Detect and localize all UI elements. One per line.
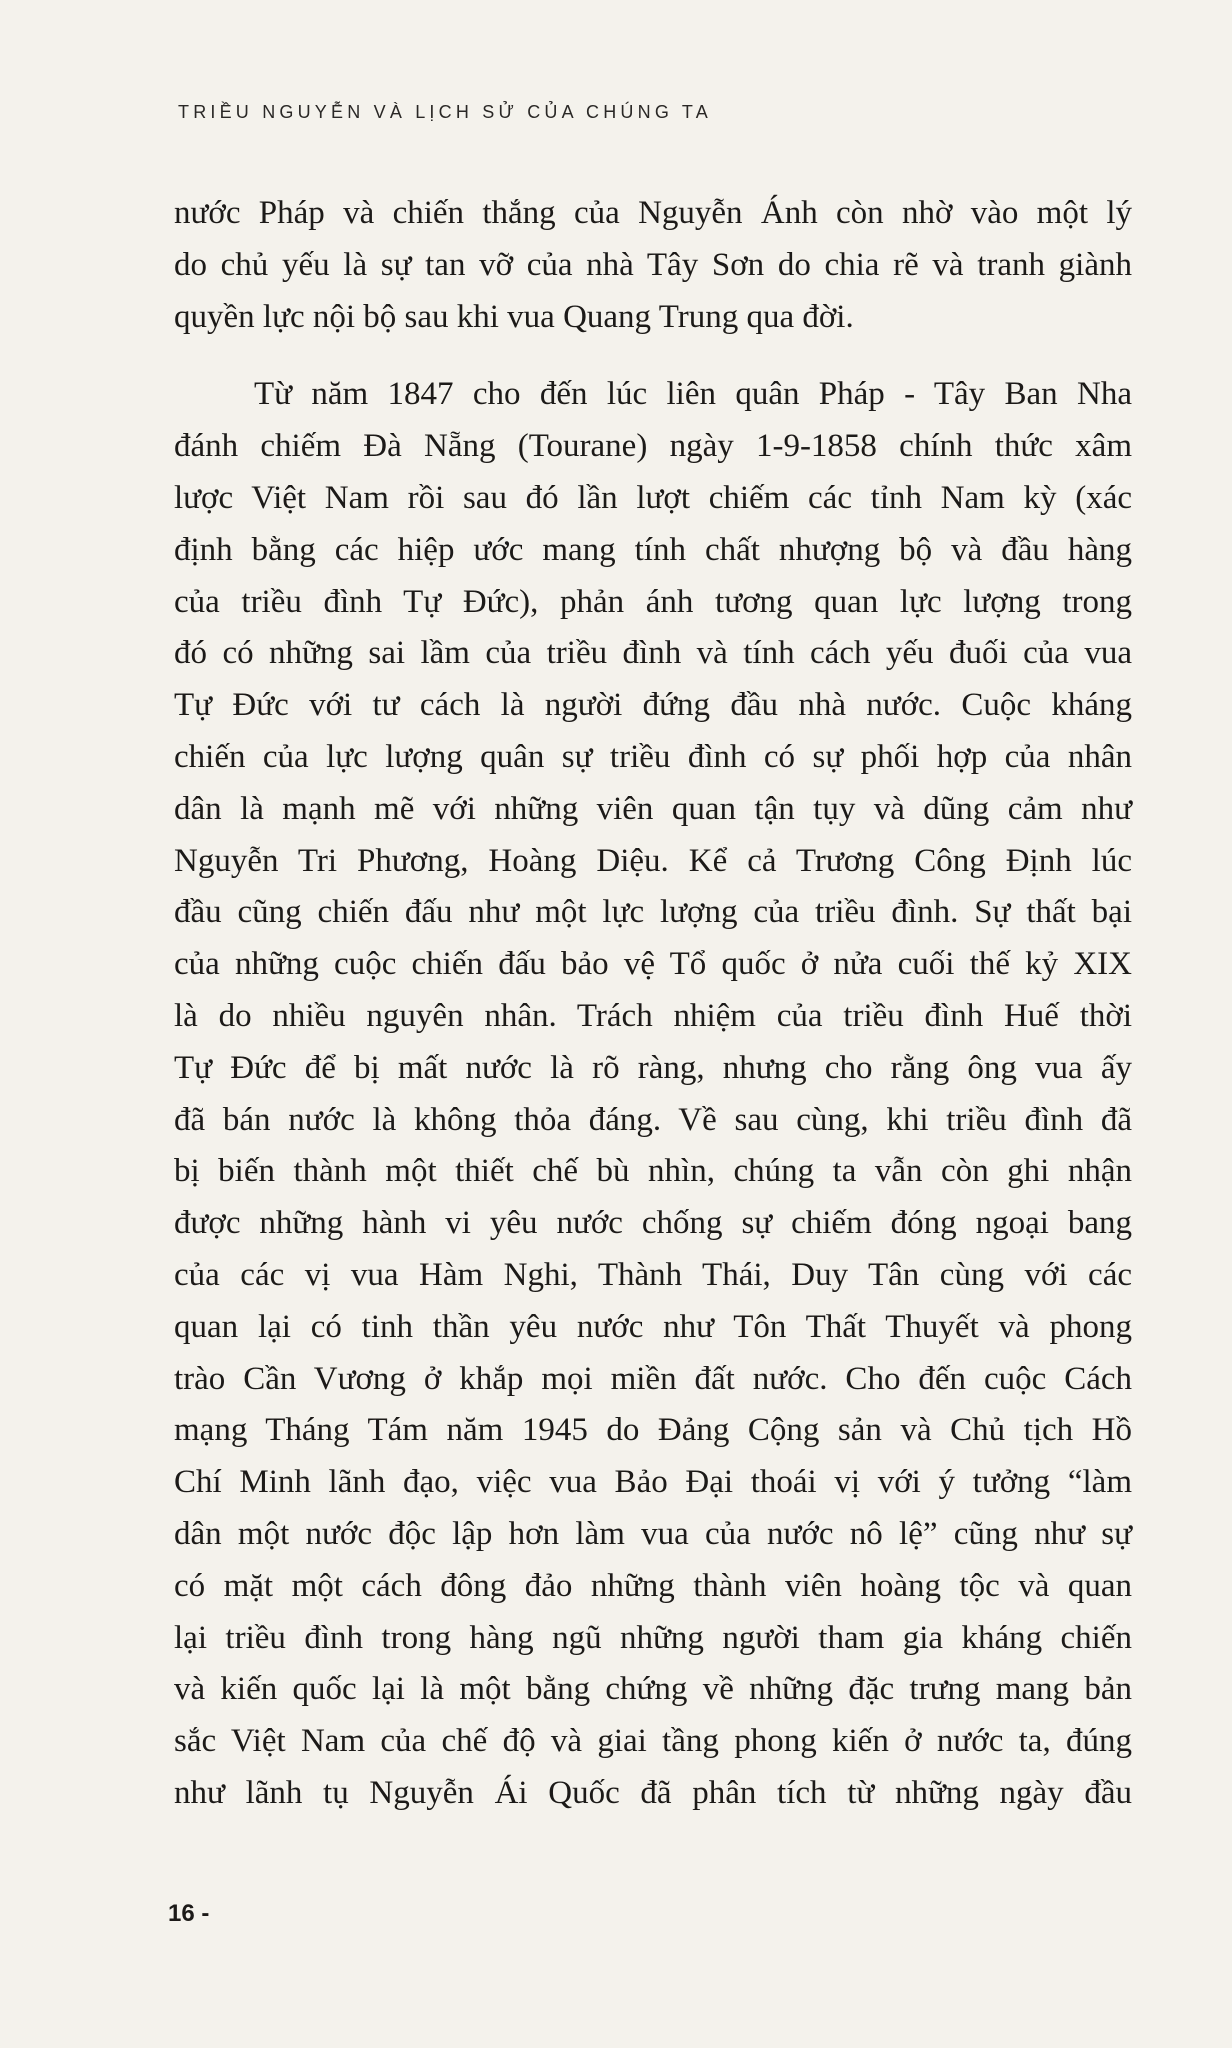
- text-line: là do nhiều nguyên nhân. Trách nhiệm của triều đình Huế thời: [174, 997, 1132, 1034]
- text-line: Nguyễn Tri Phương, Hoàng Diệu. Kể cả Trương Công Định lúc: [174, 842, 1132, 879]
- text-line: mạng Tháng Tám năm 1945 do Đảng Cộng sản và Chủ tịch Hồ: [174, 1412, 1132, 1449]
- text-line: đánh chiếm Đà Nẵng (Tourane) ngày 1-9-1858 chính thức xâm: [174, 428, 1132, 465]
- text-line: Từ năm 1847 cho đến lúc liên quân Pháp - Tây Ban Nha: [254, 376, 1132, 413]
- text-line: đầu cũng chiến đấu như một lực lượng của triều đình. Sự thất bại: [174, 894, 1132, 931]
- text-line: Tự Đức để bị mất nước là rõ ràng, nhưng cho rằng ông vua ấy: [174, 1049, 1132, 1086]
- text-line: định bằng các hiệp ước mang tính chất nhượng bộ và đầu hàng: [174, 531, 1132, 568]
- text-line: Tự Đức với tư cách là người đứng đầu nhà nước. Cuộc kháng: [174, 687, 1132, 724]
- body-text: [174, 188, 1132, 1820]
- page-number: 16 -: [168, 1900, 210, 1927]
- running-header: TRIỀU NGUYỄN VÀ LỊCH SỬ CỦA CHÚNG TA: [178, 102, 712, 122]
- text-line: do chủ yếu là sự tan vỡ của nhà Tây Sơn do chia rẽ và tranh giành: [174, 246, 1132, 283]
- text-line: dân là mạnh mẽ với những viên quan tận tụy và dũng cảm như: [174, 790, 1132, 827]
- text-line: dân một nước độc lập hơn làm vua của nước nô lệ” cũng như sự: [174, 1515, 1132, 1552]
- paragraph-2: [174, 369, 1132, 1819]
- text-line: đó có những sai lầm của triều đình và tính cách yếu đuối của vua: [174, 635, 1132, 672]
- text-line: Chí Minh lãnh đạo, việc vua Bảo Đại thoái vị với ý tưởng “làm: [174, 1464, 1132, 1501]
- text-line: chiến của lực lượng quân sự triều đình có sự phối hợp của nhân: [174, 738, 1132, 775]
- text-line: bị biến thành một thiết chế bù nhìn, chúng ta vẫn còn ghi nhận: [174, 1153, 1132, 1190]
- text-line: trào Cần Vương ở khắp mọi miền đất nước. Cho đến cuộc Cách: [174, 1360, 1132, 1397]
- text-line: của các vị vua Hàm Nghi, Thành Thái, Duy Tân cùng với các: [174, 1256, 1132, 1293]
- text-line: có mặt một cách đông đảo những thành viên hoàng tộc và quan: [174, 1567, 1132, 1604]
- text-line: được những hành vi yêu nước chống sự chiếm đóng ngoại bang: [174, 1205, 1132, 1242]
- text-line: sắc Việt Nam của chế độ và giai tầng phong kiến ở nước ta, đúng: [174, 1723, 1132, 1760]
- text-line: của triều đình Tự Đức), phản ánh tương quan lực lượng trong: [174, 583, 1132, 620]
- text-line: lược Việt Nam rồi sau đó lần lượt chiếm các tỉnh Nam kỳ (xác: [174, 479, 1132, 516]
- text-line: của những cuộc chiến đấu bảo vệ Tổ quốc ở nửa cuối thế kỷ XIX: [174, 946, 1132, 983]
- text-line: quan lại có tinh thần yêu nước như Tôn Thất Thuyết và phong: [174, 1308, 1132, 1345]
- text-line: nước Pháp và chiến thắng của Nguyễn Ánh còn nhờ vào một lý: [174, 195, 1132, 231]
- text-line: lại triều đình trong hàng ngũ những người tham gia kháng chiến: [174, 1619, 1132, 1656]
- text-line: như lãnh tụ Nguyễn Ái Quốc đã phân tích từ những ngày đầu: [174, 1774, 1132, 1811]
- text-line: và kiến quốc lại là một bằng chứng về những đặc trưng mang bản: [174, 1671, 1132, 1708]
- text-line: đã bán nước là không thỏa đáng. Về sau cùng, khi triều đình đã: [174, 1101, 1132, 1138]
- paragraph-spacer: [174, 343, 1132, 369]
- paragraph-1: [174, 188, 1132, 343]
- text-line: quyền lực nội bộ sau khi vua Quang Trung qua đời.: [174, 298, 854, 335]
